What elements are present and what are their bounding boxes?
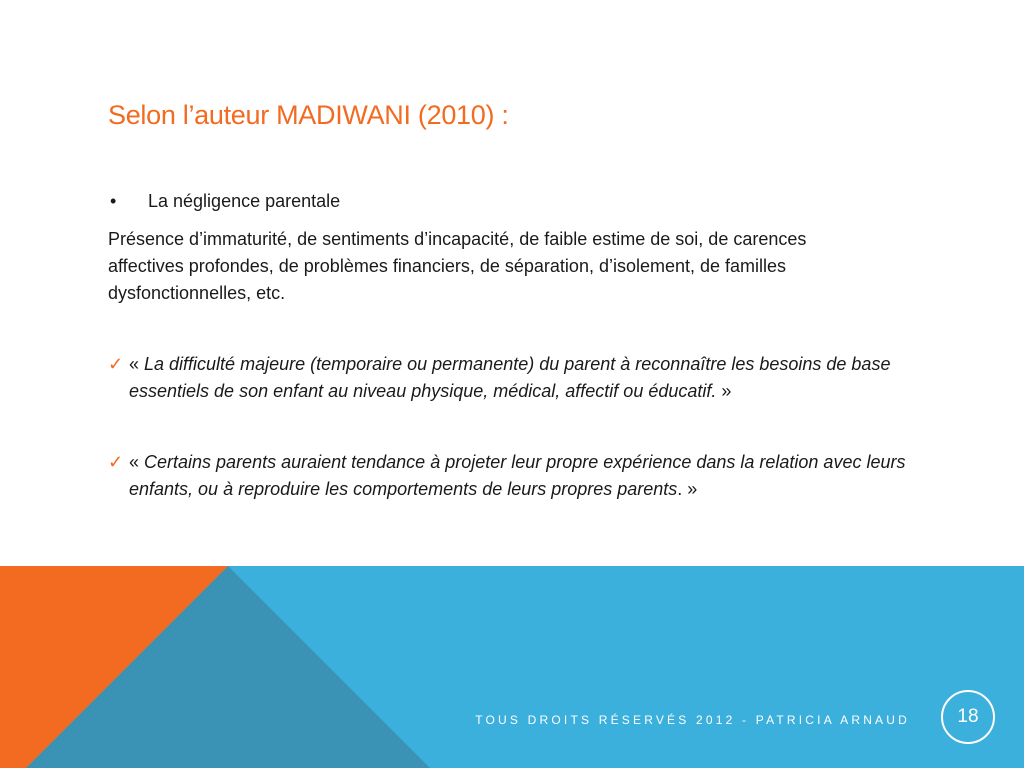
footer-copyright: TOUS DROITS RÉSERVÉS 2012 - PATRICIA ARNAUD xyxy=(475,713,910,727)
slide-title: Selon l’auteur MADIWANI (2010) : xyxy=(108,100,509,130)
bullet-label: La négligence parentale xyxy=(148,191,341,211)
quote-open: « xyxy=(129,354,145,374)
checkmark-icon: ✓ xyxy=(108,354,124,374)
quote-text: La difficulté majeure (temporaire ou permanente) du parent à reconnaître les besoins de base essentiels de son enfant au niveau physique, médical, affectif ou éducatif. xyxy=(129,354,891,401)
footer-decoration xyxy=(0,566,1024,768)
quote-item xyxy=(108,449,909,503)
description-paragraph: Présence d’immaturité, de sentiments d’incapacité, de faible estime de soi, de carences affectives profondes, de problèmes financiers, de séparation, d’isolement, de familles dysfonctionnelles, etc. xyxy=(108,229,807,303)
quote-close: » xyxy=(716,381,732,401)
quote-item xyxy=(108,351,909,405)
checkmark-icon: ✓ xyxy=(108,452,124,472)
page-number-badge: 18 xyxy=(941,690,995,744)
quote-open: « xyxy=(129,452,145,472)
slide-content xyxy=(108,188,906,503)
bullet-item xyxy=(108,188,898,216)
bullet-icon: • xyxy=(110,191,117,211)
quote-close: . » xyxy=(677,479,698,499)
quote-text: Certains parents auraient tendance à projeter leur propre expérience dans la relation avec leurs enfants, ou à reproduire les comportements de leurs propres parents xyxy=(129,452,906,499)
